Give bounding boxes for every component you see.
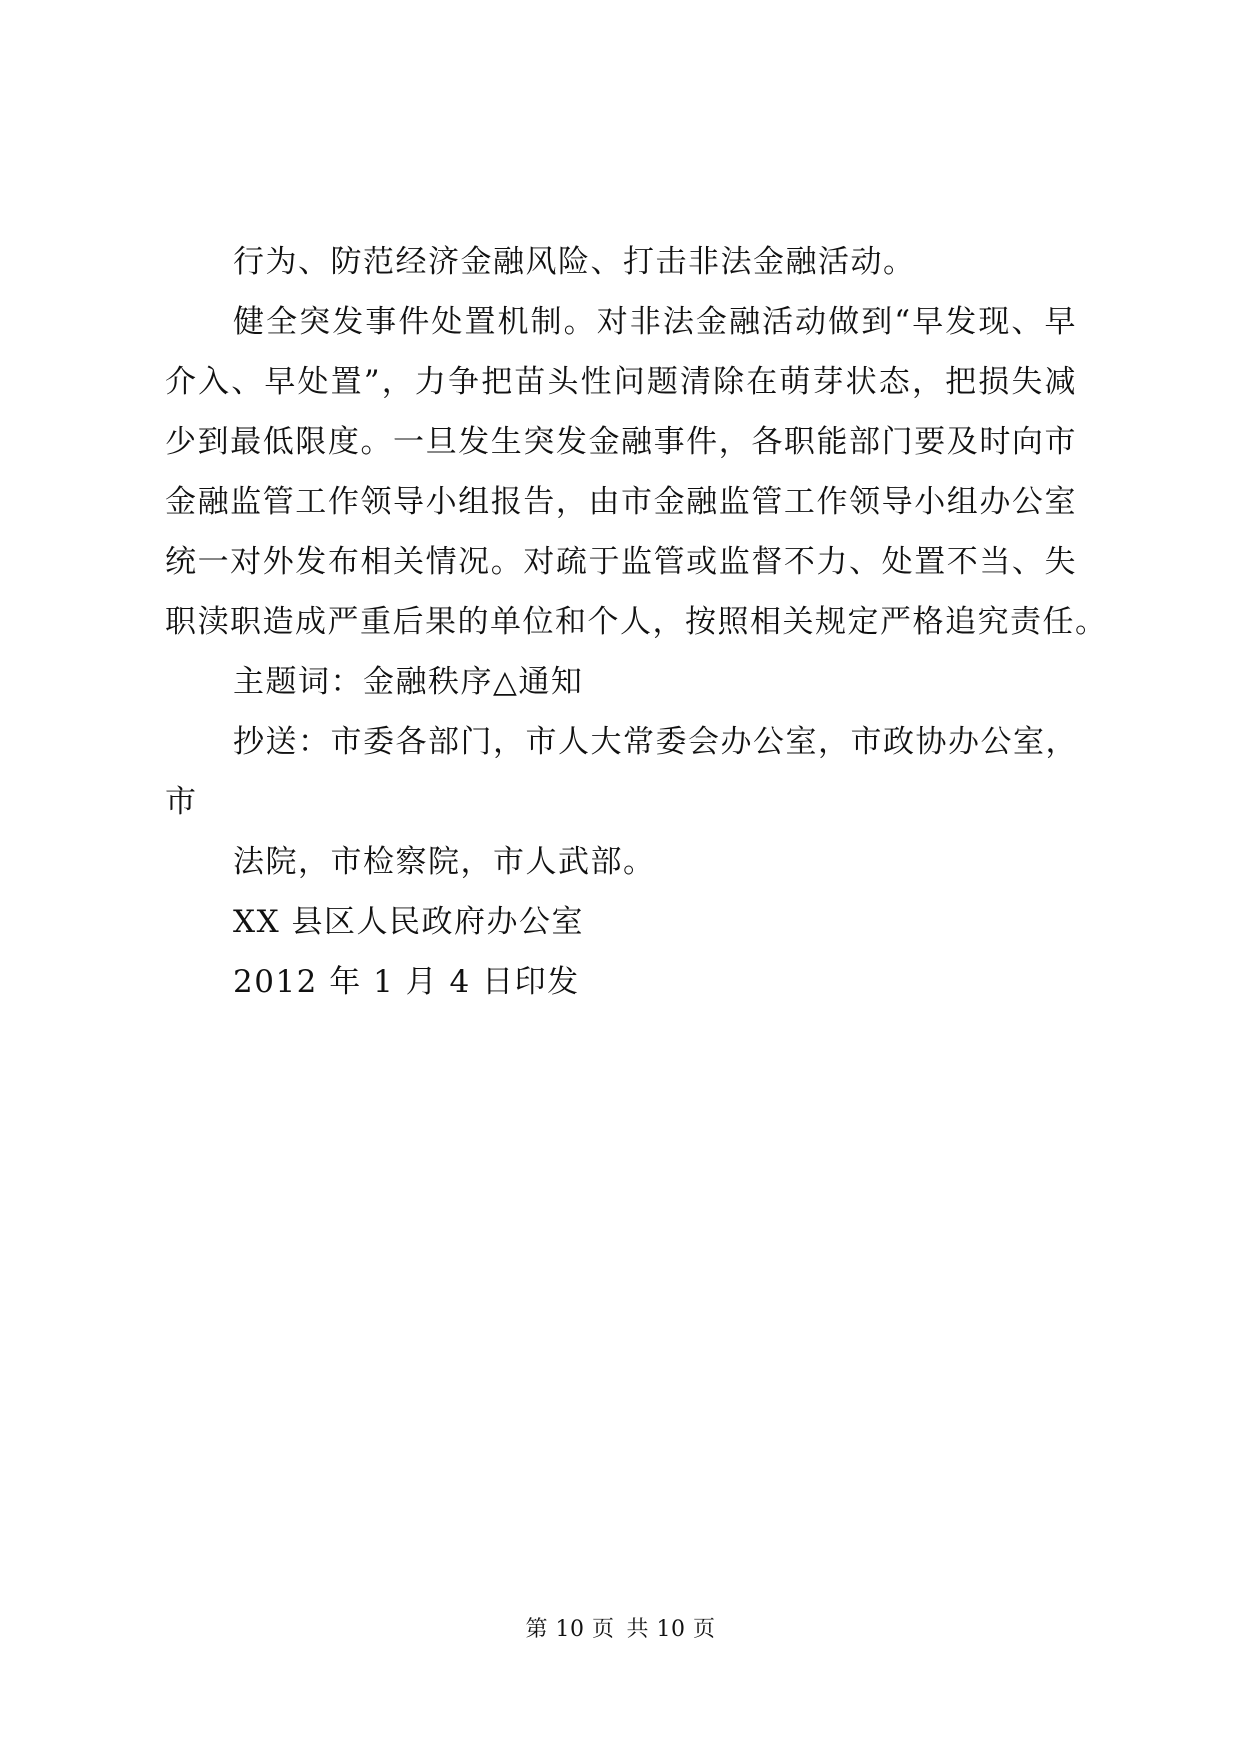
paragraph-line: 介入、早处置”，力争把苗头性问题清除在萌芽状态，把损失减 [165,364,1077,400]
paragraph-line: 行为、防范经济金融风险、打击非法金融活动。 [233,244,916,280]
paragraph-line: 金融监管工作领导小组报告，由市金融监管工作领导小组办公室 [165,484,1077,520]
subject-words: 主题词：金融秩序△通知 [233,664,584,700]
cc-recipients-line: 抄送：市委各部门，市人大常委会办公室，市政协办公室， [233,724,1078,760]
document-body [165,232,1108,1012]
paragraph-line: 职渎职造成严重后果的单位和个人，按照相关规定严格追究责任。 [165,604,1108,640]
paragraph-line: 健全突发事件处置机制。对非法金融活动做到“早发现、早 [233,304,1077,340]
issuing-office: XX 县区人民政府办公室 [233,904,584,940]
page-total: 共 10 页 [626,1617,716,1642]
issue-date: 2012 年 1 月 4 日印发 [233,964,580,1000]
paragraph-line: 少到最低限度。一旦发生突发金融事件，各职能部门要及时向市 [165,424,1077,460]
page-number: 第 10 页 [525,1617,615,1642]
cc-recipients-line: 市 [165,784,198,820]
page-footer [0,1615,1241,1645]
cc-recipients-line: 法院，市检察院，市人武部。 [233,844,656,880]
paragraph-line: 统一对外发布相关情况。对疏于监管或监督不力、处置不当、失 [165,544,1077,580]
